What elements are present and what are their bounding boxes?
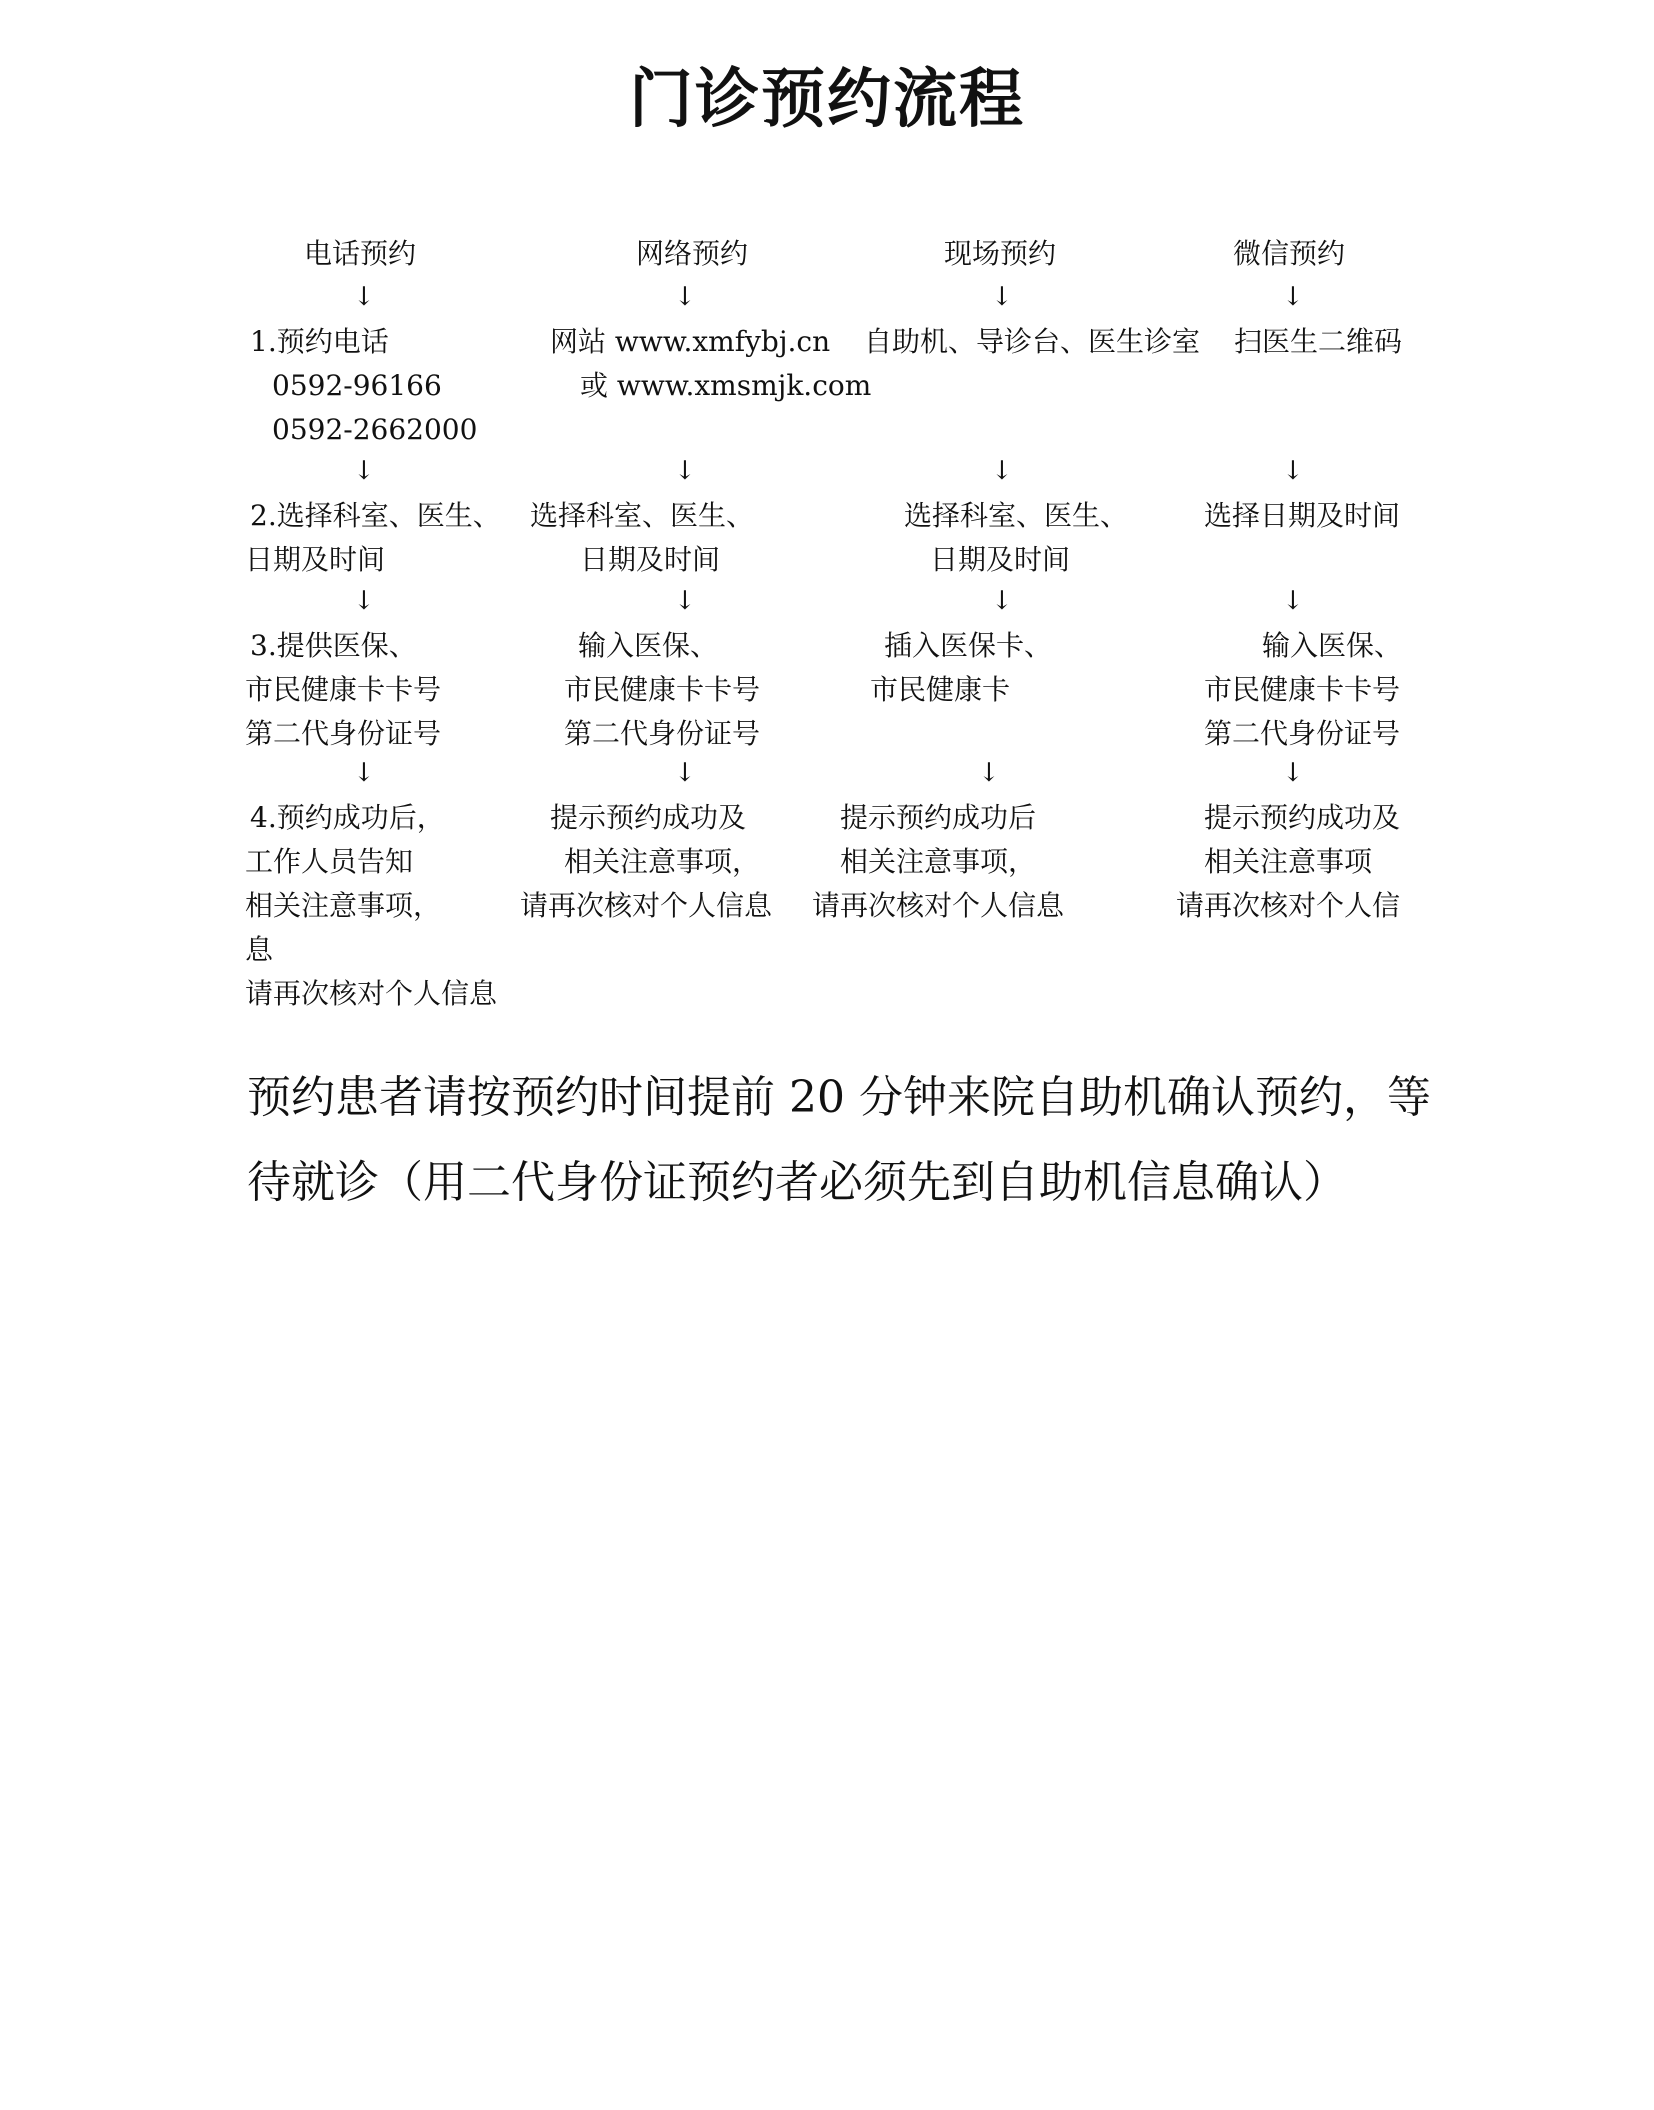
- onsite-step4-line: 提示预约成功后: [840, 801, 1037, 834]
- down-arrow-icon: ↓: [1282, 456, 1304, 486]
- wechat-step4-line: 提示预约成功及: [1204, 801, 1401, 834]
- onsite-step2-line: 选择科室、医生、: [904, 499, 1129, 532]
- down-arrow-icon: ↓: [674, 282, 696, 312]
- notice-line: 待就诊（用二代身份证预约者必须先到自助机信息确认）: [247, 1157, 1347, 1208]
- down-arrow-icon: ↓: [674, 586, 696, 616]
- column-header-wechat: 微信预约: [1233, 237, 1346, 270]
- down-arrow-icon: ↓: [1282, 282, 1304, 312]
- down-arrow-icon: ↓: [353, 282, 375, 312]
- down-arrow-icon: ↓: [353, 586, 375, 616]
- down-arrow-icon: ↓: [978, 758, 1000, 788]
- online-step3-line: 输入医保、: [578, 629, 719, 662]
- onsite-step2-line: 日期及时间: [930, 543, 1071, 576]
- phone-step1-line: 1.预约电话: [250, 325, 389, 358]
- online-step3-line: 市民健康卡卡号: [564, 673, 761, 706]
- phone-step4-line: 息: [245, 933, 274, 966]
- down-arrow-icon: ↓: [991, 456, 1013, 486]
- down-arrow-icon: ↓: [353, 456, 375, 486]
- phone-step1-line: 0592-2662000: [272, 413, 478, 446]
- phone-step4-line: 4.预约成功后，: [250, 801, 445, 834]
- wechat-step1-line: 扫医生二维码: [1234, 325, 1403, 358]
- wechat-step3-line: 输入医保、: [1262, 629, 1403, 662]
- phone-step4-line: 工作人员告知: [245, 845, 414, 878]
- online-step3-line: 第二代身份证号: [564, 717, 761, 750]
- wechat-step4-line: 相关注意事项: [1204, 845, 1373, 878]
- wechat-step2-line: 选择日期及时间: [1204, 499, 1401, 532]
- phone-step3-line: 第二代身份证号: [245, 717, 442, 750]
- onsite-step4-line: 请再次核对个人信息: [812, 889, 1065, 922]
- phone-step3-line: 市民健康卡卡号: [245, 673, 442, 706]
- down-arrow-icon: ↓: [674, 758, 696, 788]
- online-step2-line: 日期及时间: [580, 543, 721, 576]
- column-header-online: 网络预约: [636, 237, 749, 270]
- online-step1-line: 网站 www.xmfybj.cn: [550, 325, 831, 358]
- down-arrow-icon: ↓: [353, 758, 375, 788]
- online-step2-line: 选择科室、医生、: [530, 499, 755, 532]
- wechat-step3-line: 市民健康卡卡号: [1204, 673, 1401, 706]
- phone-step3-line: 3.提供医保、: [250, 629, 417, 662]
- wechat-step3-line: 第二代身份证号: [1204, 717, 1401, 750]
- online-step4-line: 提示预约成功及: [550, 801, 747, 834]
- down-arrow-icon: ↓: [1282, 586, 1304, 616]
- online-step4-line: 请再次核对个人信息: [520, 889, 773, 922]
- onsite-step1-line: 自助机、导诊台、医生诊室: [864, 325, 1201, 358]
- phone-step4-line: 请再次核对个人信息: [245, 977, 498, 1010]
- onsite-step3-line: 市民健康卡: [870, 673, 1011, 706]
- down-arrow-icon: ↓: [991, 586, 1013, 616]
- column-header-onsite: 现场预约: [944, 237, 1057, 270]
- phone-step2-line: 日期及时间: [245, 543, 386, 576]
- down-arrow-icon: ↓: [991, 282, 1013, 312]
- down-arrow-icon: ↓: [674, 456, 696, 486]
- online-step4-line: 相关注意事项，: [564, 845, 761, 878]
- page-title: 门诊预约流程: [629, 63, 1025, 137]
- phone-step4-line: 相关注意事项，: [245, 889, 442, 922]
- onsite-step4-line: 相关注意事项，: [840, 845, 1037, 878]
- column-header-phone: 电话预约: [304, 237, 417, 270]
- down-arrow-icon: ↓: [1282, 758, 1304, 788]
- notice-line: 预约患者请按预约时间提前 20 分钟来院自助机确认预约，等: [247, 1072, 1431, 1123]
- online-step1-line: 或 www.xmsmjk.com: [580, 369, 872, 402]
- onsite-step3-line: 插入医保卡、: [884, 629, 1053, 662]
- phone-step2-line: 2.选择科室、医生、: [250, 499, 501, 532]
- wechat-step4-line: 请再次核对个人信: [1176, 889, 1401, 922]
- phone-step1-line: 0592-96166: [272, 369, 442, 402]
